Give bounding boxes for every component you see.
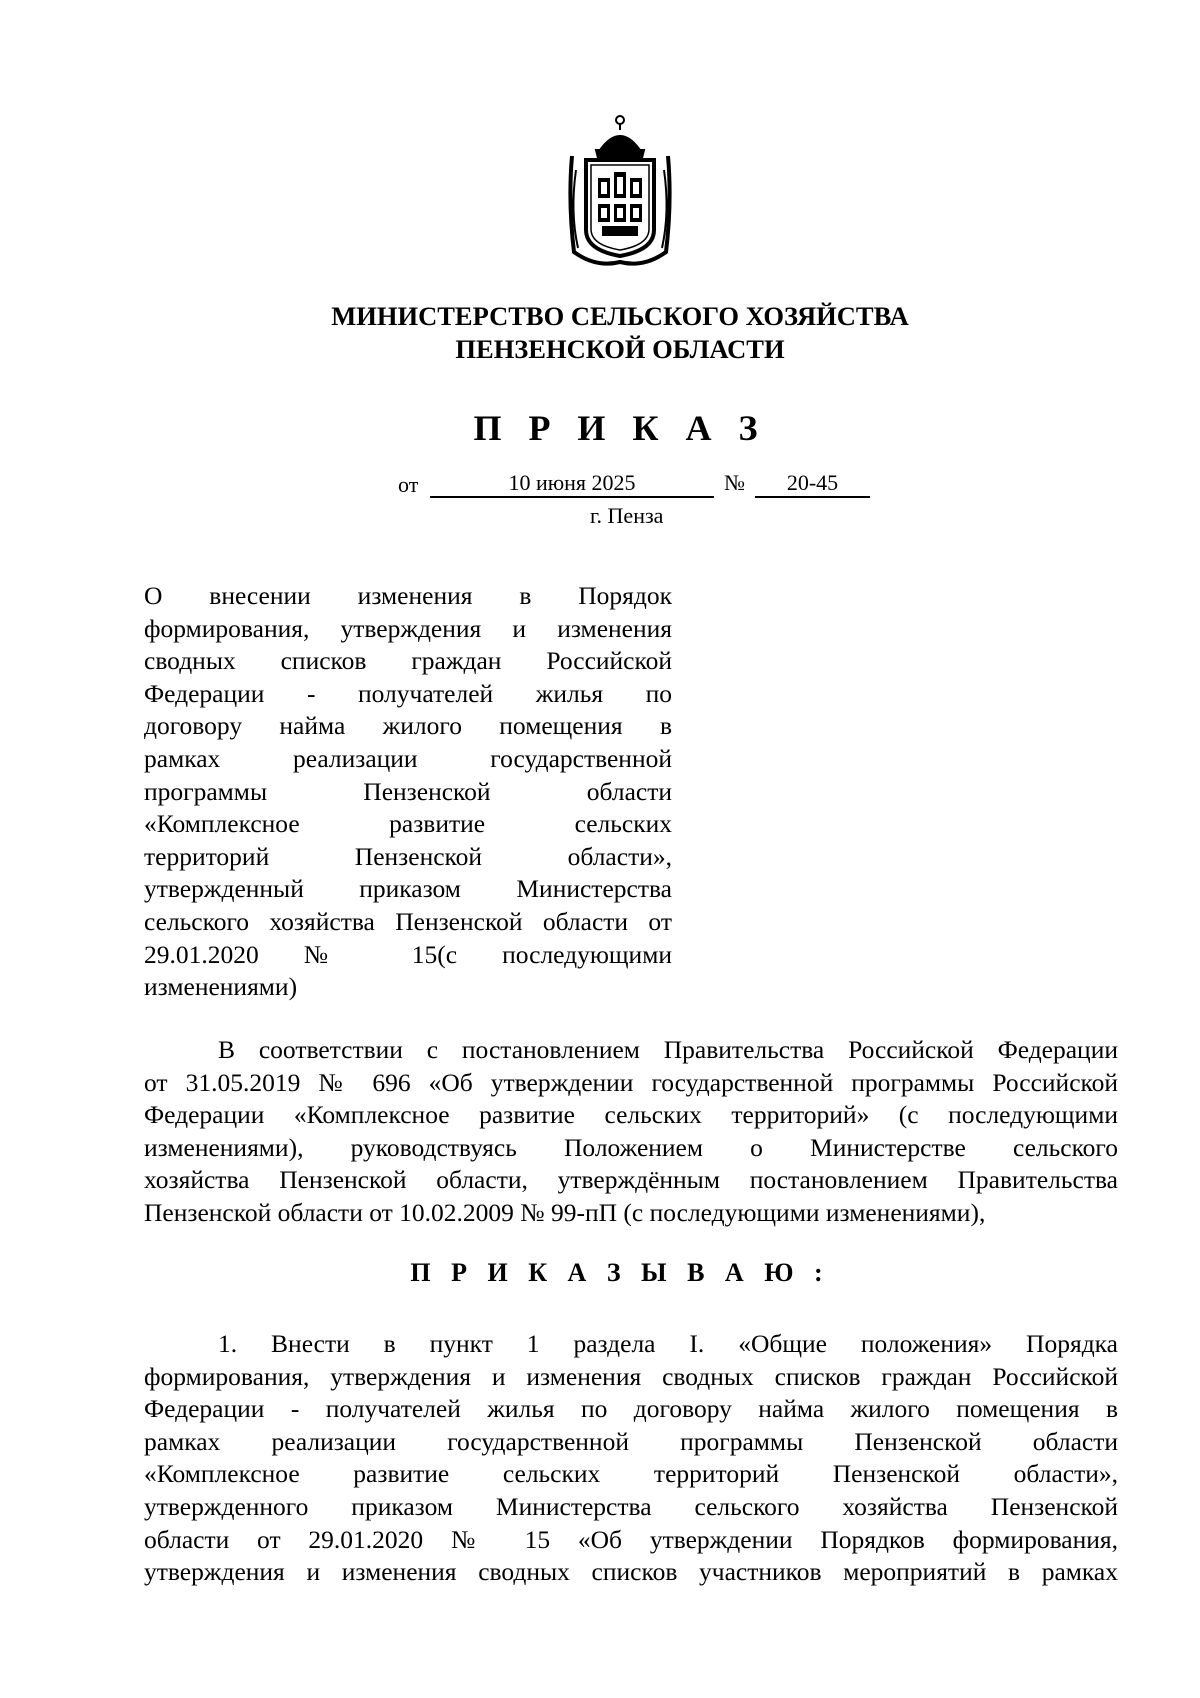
item-1-line: рамках реализации государственной программы Пензенской области	[144, 1426, 1118, 1456]
preamble-line: Федерации «Комплексное развитие сельских территорий» (с последующими	[144, 1100, 1118, 1130]
document-type-title: П Р И К А З	[473, 408, 767, 448]
preamble-paragraph	[144, 1034, 1118, 1230]
ministry-name	[0, 300, 1200, 366]
subject-line: 29.01.2020 № 15(с последующими	[144, 939, 672, 969]
ministry-name-line2: ПЕНЗЕНСКОЙ ОБЛАСТИ	[455, 334, 785, 364]
subject-line: территорий Пензенской области»,	[144, 841, 672, 871]
subject-line: утвержденный приказом Министерства	[144, 874, 672, 904]
number-label: №	[724, 470, 745, 495]
document-city: г. Пенза	[590, 503, 664, 528]
subject-line: сводных списков граждан Российской	[144, 646, 672, 676]
subject-line: договору найма жилого помещения в	[144, 711, 672, 741]
preamble-line: изменениями), руководствуясь Положением о Министерстве сельского	[144, 1132, 1118, 1162]
preamble-line: от 31.05.2019 № 696 «Об утверждении государственной программы Российской	[144, 1067, 1118, 1097]
item-1-line: 1. Внести в пункт 1 раздела I. «Общие положения» Порядка	[218, 1329, 1118, 1358]
order-heading: П Р И К А З Ы В А Ю :	[410, 1258, 830, 1287]
item-1-line: утверждения и изменения сводных списков участников мероприятий в рамках	[144, 1557, 1118, 1587]
item-1-line: формирования, утверждения и изменения сводных списков граждан Российской	[144, 1361, 1118, 1391]
preamble-line: В соответствии с постановлением Правительства Российской Федерации	[218, 1035, 1118, 1064]
document-subject	[144, 580, 672, 1004]
subject-line: программы Пензенской области	[144, 776, 672, 806]
subject-line: изменениями)	[144, 972, 298, 1002]
subject-line: сельского хозяйства Пензенской области от	[144, 906, 672, 936]
ministry-name-line1: МИНИСТЕРСТВО СЕЛЬСКОГО ХОЗЯЙСТВА	[331, 301, 909, 331]
date-number-line	[0, 470, 1200, 500]
item-1-paragraph	[144, 1328, 1118, 1589]
document-number: 20-45	[755, 470, 870, 498]
preamble-line: Пензенской области от 10.02.2009 № 99-пП (с последующими изменениями),	[144, 1197, 986, 1227]
subject-line: «Комплексное развитие сельских	[144, 809, 672, 839]
subject-line: формирования, утверждения и изменения	[144, 613, 672, 643]
subject-line: Федерации - получателей жилья по	[144, 678, 672, 708]
document-date: 10 июня 2025	[430, 470, 714, 498]
coat-of-arms-icon	[566, 112, 674, 272]
date-label: от	[398, 472, 419, 497]
item-1-line: Федерации - получателей жилья по договору найма жилого помещения в	[144, 1394, 1118, 1424]
subject-line: О внесении изменения в Порядок	[144, 581, 672, 610]
preamble-line: хозяйства Пензенской области, утверждённым постановлением Правительства	[144, 1165, 1118, 1195]
subject-line: рамках реализации государственной	[144, 743, 672, 773]
item-1-line: «Комплексное развитие сельских территорий Пензенской области»,	[144, 1459, 1118, 1489]
item-1-line: области от 29.01.2020 № 15 «Об утверждении Порядков формирования,	[144, 1524, 1118, 1554]
item-1-line: утвержденного приказом Министерства сельского хозяйства Пензенской	[144, 1491, 1118, 1521]
